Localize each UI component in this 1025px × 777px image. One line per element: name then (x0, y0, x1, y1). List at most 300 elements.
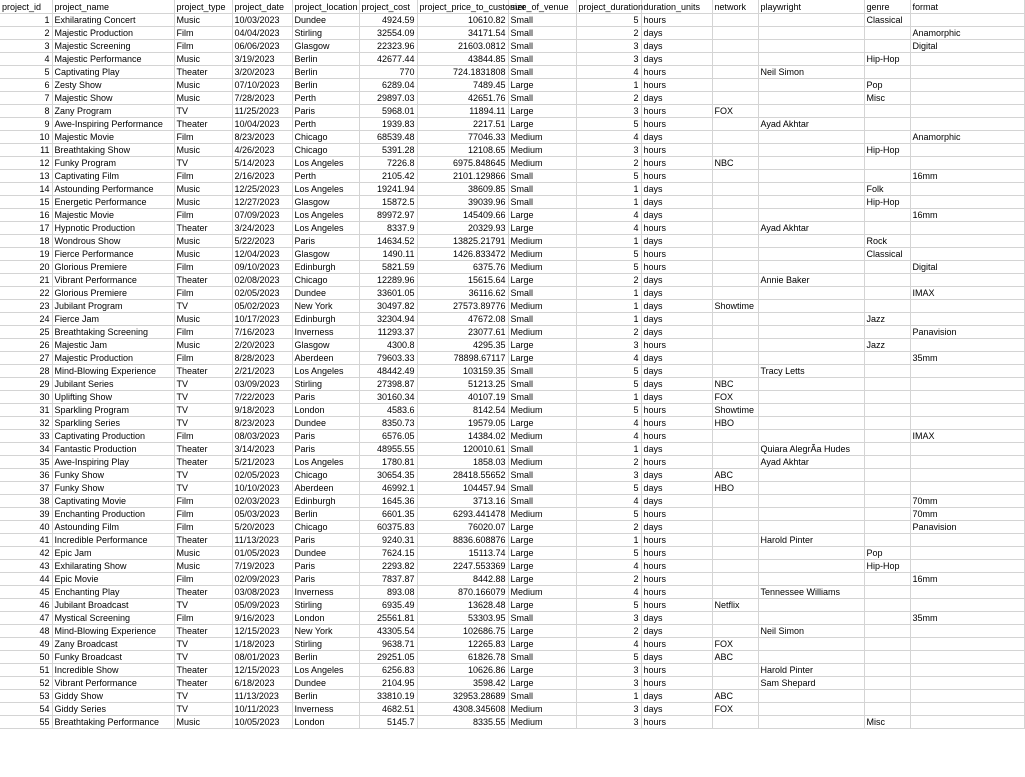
cell-size-of-venue[interactable]: Large (508, 209, 576, 222)
cell-project-id[interactable]: 32 (0, 417, 52, 430)
cell-project-duration[interactable]: 3 (576, 469, 641, 482)
cell-project-duration[interactable]: 1 (576, 287, 641, 300)
cell-genre[interactable] (864, 157, 910, 170)
cell-project-date[interactable]: 2/16/2023 (232, 170, 292, 183)
cell-playwright[interactable] (758, 495, 864, 508)
cell-project-location[interactable]: Los Angeles (292, 157, 359, 170)
cell-project-location[interactable]: Paris (292, 235, 359, 248)
cell-project-duration[interactable]: 5 (576, 404, 641, 417)
cell-project-cost[interactable]: 46992.1 (359, 482, 417, 495)
cell-genre[interactable] (864, 612, 910, 625)
cell-genre[interactable]: Rock (864, 235, 910, 248)
cell-network[interactable] (712, 209, 758, 222)
cell-duration-units[interactable]: hours (641, 404, 712, 417)
cell-format[interactable] (910, 417, 1024, 430)
cell-project-location[interactable]: New York (292, 300, 359, 313)
cell-project-cost[interactable]: 7226.8 (359, 157, 417, 170)
cell-format[interactable] (910, 469, 1024, 482)
cell-project-cost[interactable]: 6576.05 (359, 430, 417, 443)
cell-project-id[interactable]: 1 (0, 14, 52, 27)
cell-project-price-to-customer[interactable]: 23077.61 (417, 326, 508, 339)
cell-playwright[interactable] (758, 209, 864, 222)
cell-playwright[interactable] (758, 300, 864, 313)
cell-project-duration[interactable]: 3 (576, 40, 641, 53)
cell-project-name[interactable]: Incredible Show (52, 664, 174, 677)
cell-playwright[interactable] (758, 703, 864, 716)
cell-project-duration[interactable]: 1 (576, 391, 641, 404)
cell-project-name[interactable]: Astounding Film (52, 521, 174, 534)
cell-size-of-venue[interactable]: Small (508, 482, 576, 495)
cell-genre[interactable]: Hip-Hop (864, 196, 910, 209)
cell-size-of-venue[interactable]: Large (508, 417, 576, 430)
cell-playwright[interactable] (758, 599, 864, 612)
cell-network[interactable] (712, 183, 758, 196)
cell-network[interactable]: FOX (712, 703, 758, 716)
cell-network[interactable]: Netflix (712, 599, 758, 612)
cell-duration-units[interactable]: days (641, 235, 712, 248)
cell-size-of-venue[interactable]: Small (508, 53, 576, 66)
cell-project-location[interactable]: Glasgow (292, 248, 359, 261)
cell-network[interactable]: FOX (712, 391, 758, 404)
cell-format[interactable] (910, 313, 1024, 326)
cell-project-duration[interactable]: 2 (576, 521, 641, 534)
cell-playwright[interactable] (758, 14, 864, 27)
cell-project-cost[interactable]: 19241.94 (359, 183, 417, 196)
cell-project-id[interactable]: 7 (0, 92, 52, 105)
cell-project-cost[interactable]: 43305.54 (359, 625, 417, 638)
cell-format[interactable] (910, 79, 1024, 92)
cell-genre[interactable] (864, 508, 910, 521)
cell-project-date[interactable]: 5/14/2023 (232, 157, 292, 170)
cell-size-of-venue[interactable]: Medium (508, 703, 576, 716)
cell-duration-units[interactable]: hours (641, 586, 712, 599)
cell-genre[interactable] (864, 534, 910, 547)
cell-genre[interactable] (864, 261, 910, 274)
header-cell-project-price-to-customer[interactable]: project_price_to_customer (417, 0, 508, 14)
cell-project-name[interactable]: Glorious Premiere (52, 261, 174, 274)
cell-duration-units[interactable]: hours (641, 66, 712, 79)
cell-playwright[interactable] (758, 27, 864, 40)
cell-duration-units[interactable]: hours (641, 573, 712, 586)
cell-project-location[interactable]: Perth (292, 118, 359, 131)
cell-project-type[interactable]: Music (174, 183, 232, 196)
cell-project-id[interactable]: 35 (0, 456, 52, 469)
cell-project-cost[interactable]: 6601.35 (359, 508, 417, 521)
cell-project-location[interactable]: Chicago (292, 131, 359, 144)
cell-project-duration[interactable]: 3 (576, 677, 641, 690)
cell-project-price-to-customer[interactable]: 28418.55652 (417, 469, 508, 482)
cell-playwright[interactable] (758, 508, 864, 521)
cell-project-price-to-customer[interactable]: 103159.35 (417, 365, 508, 378)
cell-project-type[interactable]: Theater (174, 534, 232, 547)
cell-network[interactable] (712, 456, 758, 469)
cell-playwright[interactable]: Annie Baker (758, 274, 864, 287)
cell-size-of-venue[interactable]: Small (508, 443, 576, 456)
cell-project-date[interactable]: 9/18/2023 (232, 404, 292, 417)
cell-project-location[interactable]: Paris (292, 534, 359, 547)
cell-network[interactable] (712, 66, 758, 79)
cell-project-type[interactable]: TV (174, 599, 232, 612)
cell-project-duration[interactable]: 2 (576, 157, 641, 170)
cell-format[interactable] (910, 391, 1024, 404)
cell-size-of-venue[interactable]: Small (508, 690, 576, 703)
cell-project-id[interactable]: 48 (0, 625, 52, 638)
cell-network[interactable] (712, 261, 758, 274)
cell-size-of-venue[interactable]: Small (508, 196, 576, 209)
cell-project-location[interactable]: New York (292, 625, 359, 638)
cell-playwright[interactable] (758, 521, 864, 534)
cell-network[interactable] (712, 92, 758, 105)
cell-format[interactable] (910, 183, 1024, 196)
cell-project-type[interactable]: Theater (174, 443, 232, 456)
cell-format[interactable]: Digital (910, 40, 1024, 53)
cell-project-name[interactable]: Energetic Performance (52, 196, 174, 209)
cell-project-type[interactable]: Theater (174, 118, 232, 131)
header-cell-project-type[interactable]: project_type (174, 0, 232, 14)
cell-format[interactable]: 70mm (910, 508, 1024, 521)
cell-project-cost[interactable]: 48442.49 (359, 365, 417, 378)
cell-duration-units[interactable]: hours (641, 118, 712, 131)
cell-genre[interactable] (864, 118, 910, 131)
cell-project-date[interactable]: 6/18/2023 (232, 677, 292, 690)
cell-playwright[interactable] (758, 469, 864, 482)
cell-project-duration[interactable]: 4 (576, 560, 641, 573)
cell-duration-units[interactable]: days (641, 274, 712, 287)
cell-project-id[interactable]: 30 (0, 391, 52, 404)
cell-project-date[interactable]: 7/16/2023 (232, 326, 292, 339)
cell-project-duration[interactable]: 5 (576, 365, 641, 378)
cell-playwright[interactable] (758, 690, 864, 703)
cell-project-date[interactable]: 02/09/2023 (232, 573, 292, 586)
cell-project-location[interactable]: Los Angeles (292, 222, 359, 235)
cell-project-price-to-customer[interactable]: 4308.345608 (417, 703, 508, 716)
cell-project-date[interactable]: 03/09/2023 (232, 378, 292, 391)
cell-format[interactable]: Anamorphic (910, 131, 1024, 144)
cell-project-type[interactable]: Music (174, 716, 232, 729)
cell-project-name[interactable]: Giddy Series (52, 703, 174, 716)
cell-format[interactable] (910, 703, 1024, 716)
cell-project-location[interactable]: Stirling (292, 378, 359, 391)
cell-project-id[interactable]: 27 (0, 352, 52, 365)
cell-project-name[interactable]: Sparkling Series (52, 417, 174, 430)
cell-project-cost[interactable]: 5145.7 (359, 716, 417, 729)
header-cell-project-cost[interactable]: project_cost (359, 0, 417, 14)
cell-project-id[interactable]: 13 (0, 170, 52, 183)
cell-size-of-venue[interactable]: Large (508, 573, 576, 586)
cell-duration-units[interactable]: hours (641, 716, 712, 729)
cell-project-location[interactable]: Glasgow (292, 40, 359, 53)
cell-project-type[interactable]: TV (174, 651, 232, 664)
cell-project-date[interactable]: 02/05/2023 (232, 287, 292, 300)
cell-project-id[interactable]: 52 (0, 677, 52, 690)
cell-project-id[interactable]: 23 (0, 300, 52, 313)
cell-project-name[interactable]: Jubilant Broadcast (52, 599, 174, 612)
cell-project-price-to-customer[interactable]: 12108.65 (417, 144, 508, 157)
cell-project-type[interactable]: TV (174, 391, 232, 404)
cell-project-name[interactable]: Majestic Production (52, 352, 174, 365)
cell-genre[interactable] (864, 131, 910, 144)
cell-project-cost[interactable]: 42677.44 (359, 53, 417, 66)
cell-duration-units[interactable]: days (641, 287, 712, 300)
cell-project-name[interactable]: Enchanting Production (52, 508, 174, 521)
cell-project-duration[interactable]: 1 (576, 196, 641, 209)
cell-size-of-venue[interactable]: Large (508, 118, 576, 131)
cell-network[interactable] (712, 625, 758, 638)
cell-project-type[interactable]: Music (174, 92, 232, 105)
cell-playwright[interactable] (758, 170, 864, 183)
cell-network[interactable] (712, 508, 758, 521)
cell-size-of-venue[interactable]: Large (508, 560, 576, 573)
cell-project-duration[interactable]: 3 (576, 612, 641, 625)
cell-genre[interactable] (864, 586, 910, 599)
cell-project-duration[interactable]: 1 (576, 443, 641, 456)
cell-project-location[interactable]: Paris (292, 443, 359, 456)
cell-project-type[interactable]: Film (174, 612, 232, 625)
cell-network[interactable] (712, 287, 758, 300)
cell-project-price-to-customer[interactable]: 53303.95 (417, 612, 508, 625)
cell-project-name[interactable]: Funky Show (52, 482, 174, 495)
cell-format[interactable] (910, 404, 1024, 417)
cell-project-duration[interactable]: 1 (576, 534, 641, 547)
cell-duration-units[interactable]: days (641, 92, 712, 105)
cell-project-duration[interactable]: 5 (576, 651, 641, 664)
cell-playwright[interactable] (758, 391, 864, 404)
cell-playwright[interactable]: Ayad Akhtar (758, 456, 864, 469)
cell-project-cost[interactable]: 4583.6 (359, 404, 417, 417)
cell-project-duration[interactable]: 5 (576, 508, 641, 521)
cell-project-date[interactable]: 10/10/2023 (232, 482, 292, 495)
cell-project-duration[interactable]: 2 (576, 27, 641, 40)
cell-project-cost[interactable]: 893.08 (359, 586, 417, 599)
cell-format[interactable]: 16mm (910, 573, 1024, 586)
header-cell-network[interactable]: network (712, 0, 758, 14)
cell-duration-units[interactable]: days (641, 612, 712, 625)
cell-duration-units[interactable]: hours (641, 14, 712, 27)
cell-project-date[interactable]: 11/13/2023 (232, 534, 292, 547)
cell-project-type[interactable]: TV (174, 157, 232, 170)
cell-project-type[interactable]: TV (174, 300, 232, 313)
cell-project-location[interactable]: Los Angeles (292, 183, 359, 196)
cell-project-location[interactable]: Inverness (292, 586, 359, 599)
cell-size-of-venue[interactable]: Small (508, 365, 576, 378)
cell-project-name[interactable]: Sparkling Program (52, 404, 174, 417)
cell-project-id[interactable]: 36 (0, 469, 52, 482)
cell-project-type[interactable]: Theater (174, 586, 232, 599)
cell-project-type[interactable]: Theater (174, 677, 232, 690)
cell-genre[interactable] (864, 209, 910, 222)
cell-project-cost[interactable]: 9240.31 (359, 534, 417, 547)
cell-project-id[interactable]: 34 (0, 443, 52, 456)
cell-network[interactable] (712, 14, 758, 27)
cell-size-of-venue[interactable]: Large (508, 664, 576, 677)
cell-project-date[interactable]: 03/08/2023 (232, 586, 292, 599)
cell-size-of-venue[interactable]: Medium (508, 404, 576, 417)
cell-project-price-to-customer[interactable]: 36116.62 (417, 287, 508, 300)
cell-format[interactable] (910, 599, 1024, 612)
cell-size-of-venue[interactable]: Small (508, 92, 576, 105)
cell-format[interactable] (910, 339, 1024, 352)
cell-size-of-venue[interactable]: Medium (508, 235, 576, 248)
cell-format[interactable] (910, 105, 1024, 118)
cell-format[interactable] (910, 235, 1024, 248)
cell-project-price-to-customer[interactable]: 14384.02 (417, 430, 508, 443)
cell-project-id[interactable]: 50 (0, 651, 52, 664)
cell-project-cost[interactable]: 33601.05 (359, 287, 417, 300)
cell-project-duration[interactable]: 2 (576, 326, 641, 339)
cell-size-of-venue[interactable]: Large (508, 677, 576, 690)
cell-genre[interactable] (864, 170, 910, 183)
cell-network[interactable]: FOX (712, 105, 758, 118)
cell-genre[interactable] (864, 300, 910, 313)
cell-project-price-to-customer[interactable]: 2247.553369 (417, 560, 508, 573)
cell-project-cost[interactable]: 32304.94 (359, 313, 417, 326)
cell-size-of-venue[interactable]: Large (508, 339, 576, 352)
cell-project-date[interactable]: 11/13/2023 (232, 690, 292, 703)
cell-project-duration[interactable]: 4 (576, 586, 641, 599)
cell-project-name[interactable]: Epic Movie (52, 573, 174, 586)
cell-genre[interactable] (864, 456, 910, 469)
cell-network[interactable] (712, 352, 758, 365)
cell-project-price-to-customer[interactable]: 870.166079 (417, 586, 508, 599)
cell-project-price-to-customer[interactable]: 3713.16 (417, 495, 508, 508)
cell-project-date[interactable]: 3/20/2023 (232, 66, 292, 79)
cell-project-duration[interactable]: 2 (576, 625, 641, 638)
cell-playwright[interactable] (758, 248, 864, 261)
cell-project-cost[interactable]: 27398.87 (359, 378, 417, 391)
cell-project-name[interactable]: Wondrous Show (52, 235, 174, 248)
cell-genre[interactable] (864, 690, 910, 703)
cell-project-date[interactable]: 2/21/2023 (232, 365, 292, 378)
cell-project-price-to-customer[interactable]: 10626.86 (417, 664, 508, 677)
cell-network[interactable] (712, 144, 758, 157)
cell-size-of-venue[interactable]: Small (508, 14, 576, 27)
cell-format[interactable] (910, 157, 1024, 170)
cell-network[interactable] (712, 40, 758, 53)
cell-project-date[interactable]: 7/19/2023 (232, 560, 292, 573)
cell-project-type[interactable]: Theater (174, 365, 232, 378)
cell-project-location[interactable]: Stirling (292, 638, 359, 651)
cell-duration-units[interactable]: hours (641, 456, 712, 469)
cell-playwright[interactable]: Ayad Akhtar (758, 222, 864, 235)
cell-duration-units[interactable]: hours (641, 560, 712, 573)
cell-project-id[interactable]: 33 (0, 430, 52, 443)
cell-project-id[interactable]: 41 (0, 534, 52, 547)
cell-project-date[interactable]: 8/23/2023 (232, 131, 292, 144)
cell-project-date[interactable]: 12/27/2023 (232, 196, 292, 209)
cell-network[interactable] (712, 495, 758, 508)
cell-project-price-to-customer[interactable]: 104457.94 (417, 482, 508, 495)
cell-project-id[interactable]: 17 (0, 222, 52, 235)
cell-project-duration[interactable]: 3 (576, 53, 641, 66)
cell-project-duration[interactable]: 1 (576, 79, 641, 92)
cell-size-of-venue[interactable]: Small (508, 651, 576, 664)
cell-project-name[interactable]: Majestic Show (52, 92, 174, 105)
cell-playwright[interactable] (758, 196, 864, 209)
cell-project-type[interactable]: Theater (174, 222, 232, 235)
cell-playwright[interactable] (758, 157, 864, 170)
cell-playwright[interactable] (758, 430, 864, 443)
cell-size-of-venue[interactable]: Medium (508, 586, 576, 599)
cell-genre[interactable] (864, 664, 910, 677)
cell-size-of-venue[interactable]: Large (508, 222, 576, 235)
cell-genre[interactable] (864, 573, 910, 586)
cell-network[interactable] (712, 443, 758, 456)
cell-project-duration[interactable]: 2 (576, 92, 641, 105)
cell-project-type[interactable]: Theater (174, 274, 232, 287)
cell-project-id[interactable]: 26 (0, 339, 52, 352)
cell-project-duration[interactable]: 3 (576, 664, 641, 677)
cell-project-duration[interactable]: 3 (576, 144, 641, 157)
cell-project-price-to-customer[interactable]: 15113.74 (417, 547, 508, 560)
cell-network[interactable] (712, 573, 758, 586)
cell-genre[interactable] (864, 391, 910, 404)
cell-playwright[interactable]: Neil Simon (758, 625, 864, 638)
cell-project-id[interactable]: 53 (0, 690, 52, 703)
cell-genre[interactable] (864, 495, 910, 508)
cell-project-id[interactable]: 44 (0, 573, 52, 586)
cell-project-name[interactable]: Majestic Movie (52, 131, 174, 144)
cell-project-name[interactable]: Hypnotic Production (52, 222, 174, 235)
cell-project-cost[interactable]: 29897.03 (359, 92, 417, 105)
cell-network[interactable] (712, 79, 758, 92)
cell-playwright[interactable] (758, 378, 864, 391)
cell-format[interactable] (910, 222, 1024, 235)
cell-playwright[interactable] (758, 183, 864, 196)
cell-duration-units[interactable]: days (641, 183, 712, 196)
cell-network[interactable]: HBO (712, 482, 758, 495)
cell-project-price-to-customer[interactable]: 724.1831808 (417, 66, 508, 79)
cell-genre[interactable]: Hip-Hop (864, 560, 910, 573)
cell-size-of-venue[interactable]: Medium (508, 508, 576, 521)
cell-genre[interactable] (864, 105, 910, 118)
cell-project-type[interactable]: TV (174, 469, 232, 482)
cell-genre[interactable] (864, 482, 910, 495)
cell-project-name[interactable]: Zany Program (52, 105, 174, 118)
cell-format[interactable] (910, 625, 1024, 638)
cell-project-cost[interactable]: 2104.95 (359, 677, 417, 690)
cell-genre[interactable]: Hip-Hop (864, 53, 910, 66)
cell-playwright[interactable] (758, 339, 864, 352)
cell-network[interactable] (712, 586, 758, 599)
cell-project-price-to-customer[interactable]: 34171.54 (417, 27, 508, 40)
cell-genre[interactable] (864, 469, 910, 482)
cell-project-id[interactable]: 14 (0, 183, 52, 196)
cell-format[interactable] (910, 456, 1024, 469)
cell-genre[interactable] (864, 651, 910, 664)
cell-project-name[interactable]: Glorious Premiere (52, 287, 174, 300)
cell-duration-units[interactable]: hours (641, 79, 712, 92)
cell-playwright[interactable]: Quiara AlegrÃa Hudes (758, 443, 864, 456)
cell-genre[interactable] (864, 287, 910, 300)
cell-project-location[interactable]: Paris (292, 560, 359, 573)
cell-project-name[interactable]: Breathtaking Screening (52, 326, 174, 339)
cell-project-id[interactable]: 22 (0, 287, 52, 300)
cell-project-name[interactable]: Captivating Production (52, 430, 174, 443)
cell-project-cost[interactable]: 5391.28 (359, 144, 417, 157)
cell-project-date[interactable]: 08/03/2023 (232, 430, 292, 443)
cell-project-date[interactable]: 11/25/2023 (232, 105, 292, 118)
cell-genre[interactable]: Jazz (864, 339, 910, 352)
cell-project-id[interactable]: 49 (0, 638, 52, 651)
cell-network[interactable] (712, 716, 758, 729)
cell-project-location[interactable]: Dundee (292, 417, 359, 430)
cell-project-price-to-customer[interactable]: 42651.76 (417, 92, 508, 105)
cell-project-price-to-customer[interactable]: 145409.66 (417, 209, 508, 222)
cell-duration-units[interactable]: hours (641, 105, 712, 118)
cell-project-id[interactable]: 47 (0, 612, 52, 625)
cell-duration-units[interactable]: days (641, 313, 712, 326)
cell-size-of-venue[interactable]: Large (508, 534, 576, 547)
